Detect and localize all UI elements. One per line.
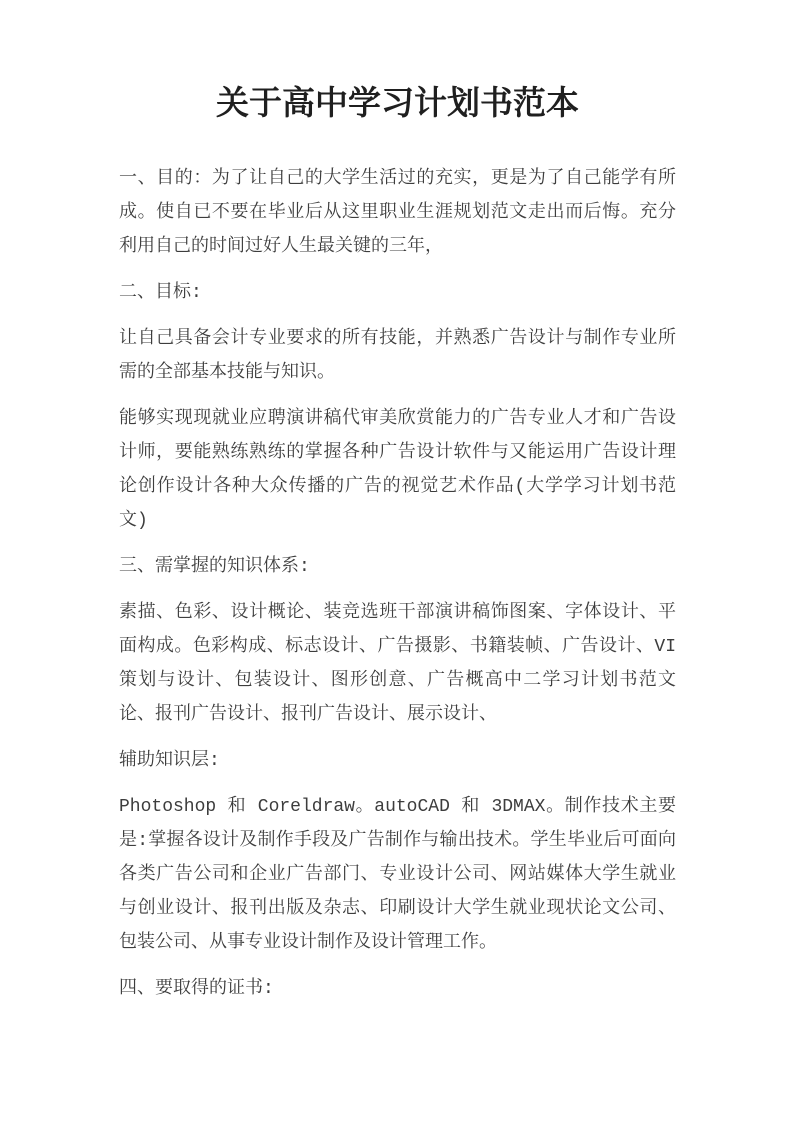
paragraph-goals-career: 能够实现现就业应聘演讲稿代审美欣赏能力的广告专业人才和广告设计师，要能熟练熟练的掌握各种广告设计软件与又能运用广告设计理论创作设计各种大众传播的广告的视觉艺术作品(大学学习计划书范文) <box>119 409 676 531</box>
paragraph-knowledge-list: 素描、色彩、设计概论、装竞选班干部演讲稿饰图案、字体设计、平面构成。色彩构成、标志设计、广告摄影、书籍装帧、广告设计、VI 策划与设计、包装设计、图形创意、广告概高中二学习计划书范文论、报刊广告设计、报刊广告设计、展示设计、 <box>119 603 676 725</box>
heading-goals: 二、目标: <box>119 283 202 303</box>
heading-certificates: 四、要取得的证书: <box>119 979 274 999</box>
heading-knowledge-system: 三、需掌握的知识体系: <box>119 557 310 577</box>
paragraph-purpose: 一、目的：为了让自己的大学生活过的充实，更是为了自己能学有所成。使自已不要在毕业后从这里职业生涯规划范文走出而后悔。充分利用自己的时间过好人生最关键的三年， <box>119 169 676 257</box>
paragraph-auxiliary-detail: Photoshop 和 Coreldraw。autoCAD 和 3DMAX。制作技术主要是:掌握各设计及制作手段及广告制作与输出技术。学生毕业后可面向各类广告公司和企业广告部门、专业设计公司、网站媒体大学生就业与创业设计、报刊出版及杂志、印刷设计大学生就业现状论文公司、包装公司、从事专业设计制作及设计管理工作。 <box>119 797 676 953</box>
document-title: 关于高中学习计划书范本 <box>216 83 579 122</box>
heading-auxiliary-knowledge: 辅助知识层: <box>119 751 220 771</box>
paragraph-goals-skills: 让自己具备会计专业要求的所有技能，并熟悉广告设计与制作专业所需的全部基本技能与知识。 <box>119 329 676 383</box>
